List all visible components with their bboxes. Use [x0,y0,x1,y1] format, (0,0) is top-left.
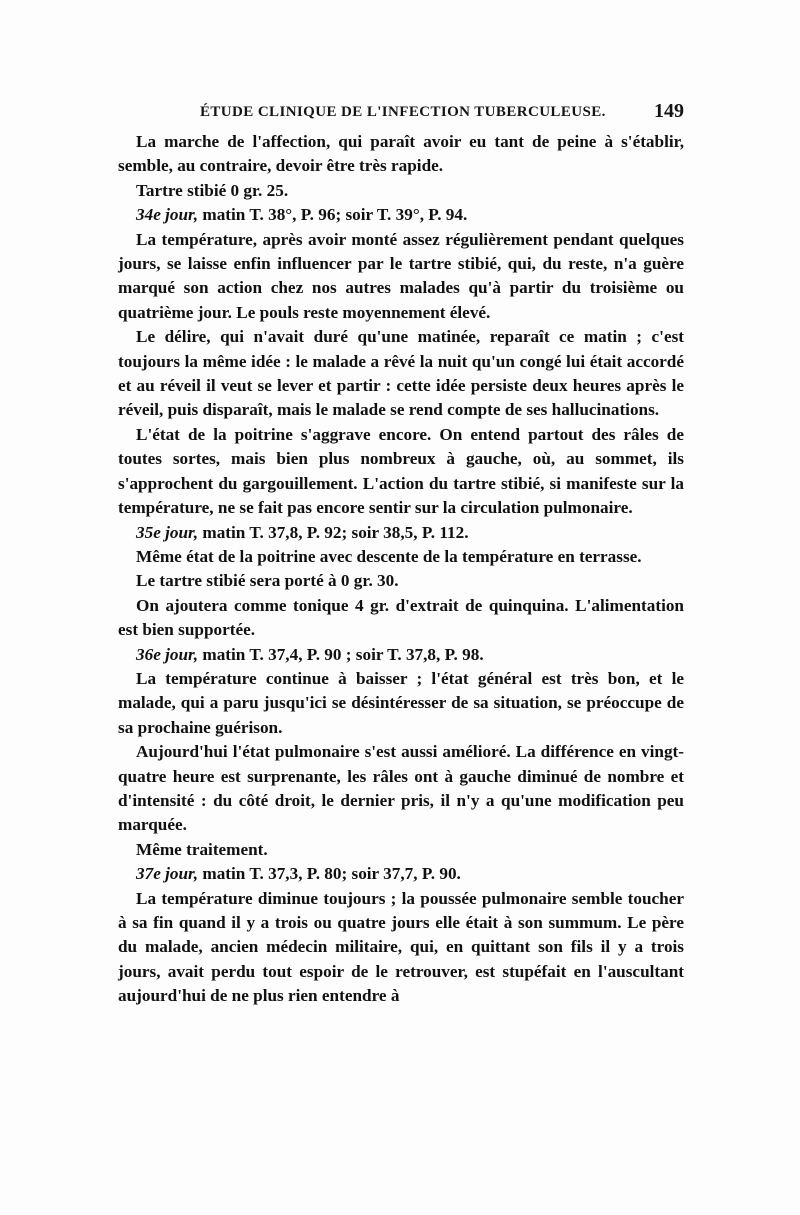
day-entry-34 [118,203,684,227]
day-entry-35 [118,521,684,545]
body-text [118,130,684,1009]
paragraph: La température, après avoir monté assez régulièrement pendant quelques jours, se laisse enfin influencer par le tartre stibié, qui, du reste, n'a guère marqué son action chez nos autres malades qu'à partir du troisième ou quatrième jour. Le pouls reste moyennement élevé. [118,229,684,322]
paragraph: Le délire, qui n'avait duré qu'une matinée, reparaît ce matin ; c'est toujours la même idée : le malade a rêvé la nuit qu'un congé lui était accordé et au réveil il veut se lever et partir : cette idée persiste deux heures après le réveil, puis disparaît, mais le malade se rend compte de ses hallucinations. [118,327,684,420]
day-readings: matin T. 37,8, P. 92; soir 38,5, P. 112. [198,522,469,542]
day-label: 37e jour, [136,864,199,884]
paragraph: La température diminue toujours ; la poussée pulmonaire semble toucher à sa fin quand il y a trois ou quatre jours elle était à son summum. Le père du malade, ancien médecin militaire, qui, en quittant son fils il y a trois jours, avait perdu tout espoir de le retrouver, est stupéfait en l'auscultant aujourd'hui de ne plus rien entendre à [118,888,684,1006]
day-label: 36e jour, [136,644,199,664]
day-readings: matin T. 38°, P. 96; soir T. 39°, P. 94. [198,205,468,225]
day-readings: matin T. 37,4, P. 90 ; soir T. 37,8, P. 98. [198,644,484,664]
day-readings: matin T. 37,3, P. 80; soir 37,7, P. 90. [198,864,461,884]
paragraph: Même traitement. [136,839,268,859]
paragraph: La température continue à baisser ; l'état général est très bon, et le malade, qui a paru jusqu'ici se désintéresser de sa situation, se préoccupe de sa prochaine guérison. [118,668,684,737]
paragraph: L'état de la poitrine s'aggrave encore. On entend partout des râles de toutes sortes, mais bien plus nombreux à gauche, où, au sommet, ils s'approchent du gargouillement. L'action du tartre stibié, si manifeste sur la température, ne se fait pas encore sentir sur la circulation pulmonaire. [118,424,684,518]
page-number: 149 [654,100,684,122]
paragraph: On ajoutera comme tonique 4 gr. d'extrait de quinquina. L'alimentation est bien supportée. [118,595,684,640]
paragraph: Aujourd'hui l'état pulmonaire s'est aussi amélioré. La différence en vingt-quatre heure est surprenante, les râles ont à gauche diminué de nombre et d'intensité : du côté droit, le dernier pris, il n'y a qu'une modification peu marquée. [118,742,684,835]
running-title: ÉTUDE CLINIQUE DE L'INFECTION TUBERCULEUSE. [200,104,606,120]
paragraph: Tartre stibié 0 gr. 25. [136,180,289,200]
day-entry-36 [118,643,684,667]
page-header [118,100,684,126]
day-label: 34e jour, [136,205,199,225]
paragraph: Même état de la poitrine avec descente de la température en terrasse. [136,546,642,566]
paragraph: La marche de l'affection, qui paraît avoir eu tant de peine à s'établir, semble, au contraire, devoir être très rapide. [118,132,684,176]
day-label: 35e jour, [136,522,199,542]
paragraph: Le tartre stibié sera porté à 0 gr. 30. [136,571,399,591]
day-entry-37 [118,862,684,886]
